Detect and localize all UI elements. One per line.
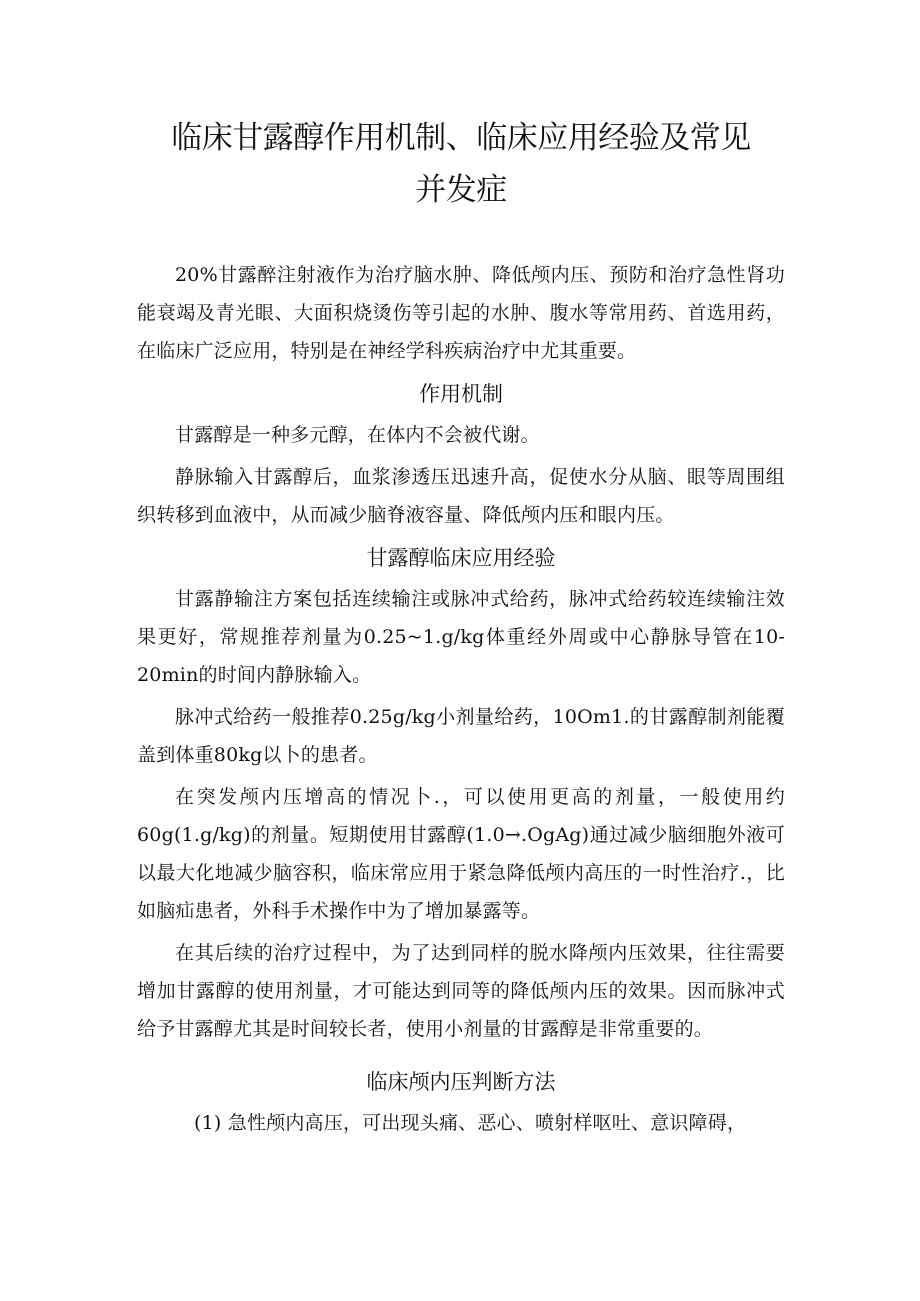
clinical-paragraph-1: 甘露静输注方案包括连续输注或脉冲式给药，脉冲式给药较连续输注效果更好，常规推荐剂量为0.25~1.g∕kg体重经外周或中心静脉导管在10-20min的时间内静脉输入。 — [137, 588, 785, 686]
title-line-1: 临床甘露醇作用机制、临床应用经验及常见 — [171, 120, 751, 156]
icp-list-item-1: (1) 急性颅内高压，可出现头痛、恶心、喷射样呕吐、意识障碍， — [194, 1112, 747, 1134]
section-heading-mechanism: 作用机制 — [419, 382, 503, 406]
section-heading-clinical-experience: 甘露醇临床应用经验 — [366, 546, 556, 570]
clinical-paragraph-3: 在突发颅内压增高的情况卜.，可以使用更高的剂量，一般使用约60g(1.g∕kg)的剂量。短期使用甘露醇(1.0→.OgAg)通过减少脑细胞外液可以最大化地减少脑容积，临床常应用于紧急降低颅内高压的一时性治疗.，比如脑疝患者，外科手术操作中为了增加暴露等。 — [137, 786, 785, 922]
mechanism-paragraph-1: 甘露醇是一种多元醇，在体内不会被代谢。 — [175, 424, 540, 446]
section-heading-icp-assessment: 临床颅内压判断方法 — [366, 1070, 556, 1094]
intro-paragraph: 20%甘露醉注射液作为治疗脑水肿、降低颅内压、预防和治疗急性肾功能衰竭及青光眼、大面积烧烫伤等引起的水肿、腹水等常用药、首选用药，在临床广泛应用，特别是在神经学科疾病治疗中尤其重要。 — [137, 264, 785, 362]
clinical-paragraph-2: 脉冲式给药一般推荐0.25g∕kg小剂量给药，10Om1.的甘露醇制剂能覆盖到体重80kg以卜的患者。 — [137, 706, 785, 766]
clinical-paragraph-4: 在其后续的治疗过程中，为了达到同样的脱水降颅内压效果，往往需要增加甘露醇的使用剂量，才可能达到同等的降低颅内压的效果。因而脉冲式给予甘露醇尤其是时间较长者，使用小剂量的甘露醇是非常重要的。 — [137, 942, 785, 1040]
mechanism-paragraph-2: 静脉输入甘露醇后，血浆渗透压迅速升高，促使水分从脑、眼等周围组织转移到血液中，从而减少脑脊液容量、降低颅内压和眼内压。 — [137, 466, 785, 526]
document-title — [137, 112, 785, 216]
title-line-2: 并发症 — [415, 172, 507, 208]
